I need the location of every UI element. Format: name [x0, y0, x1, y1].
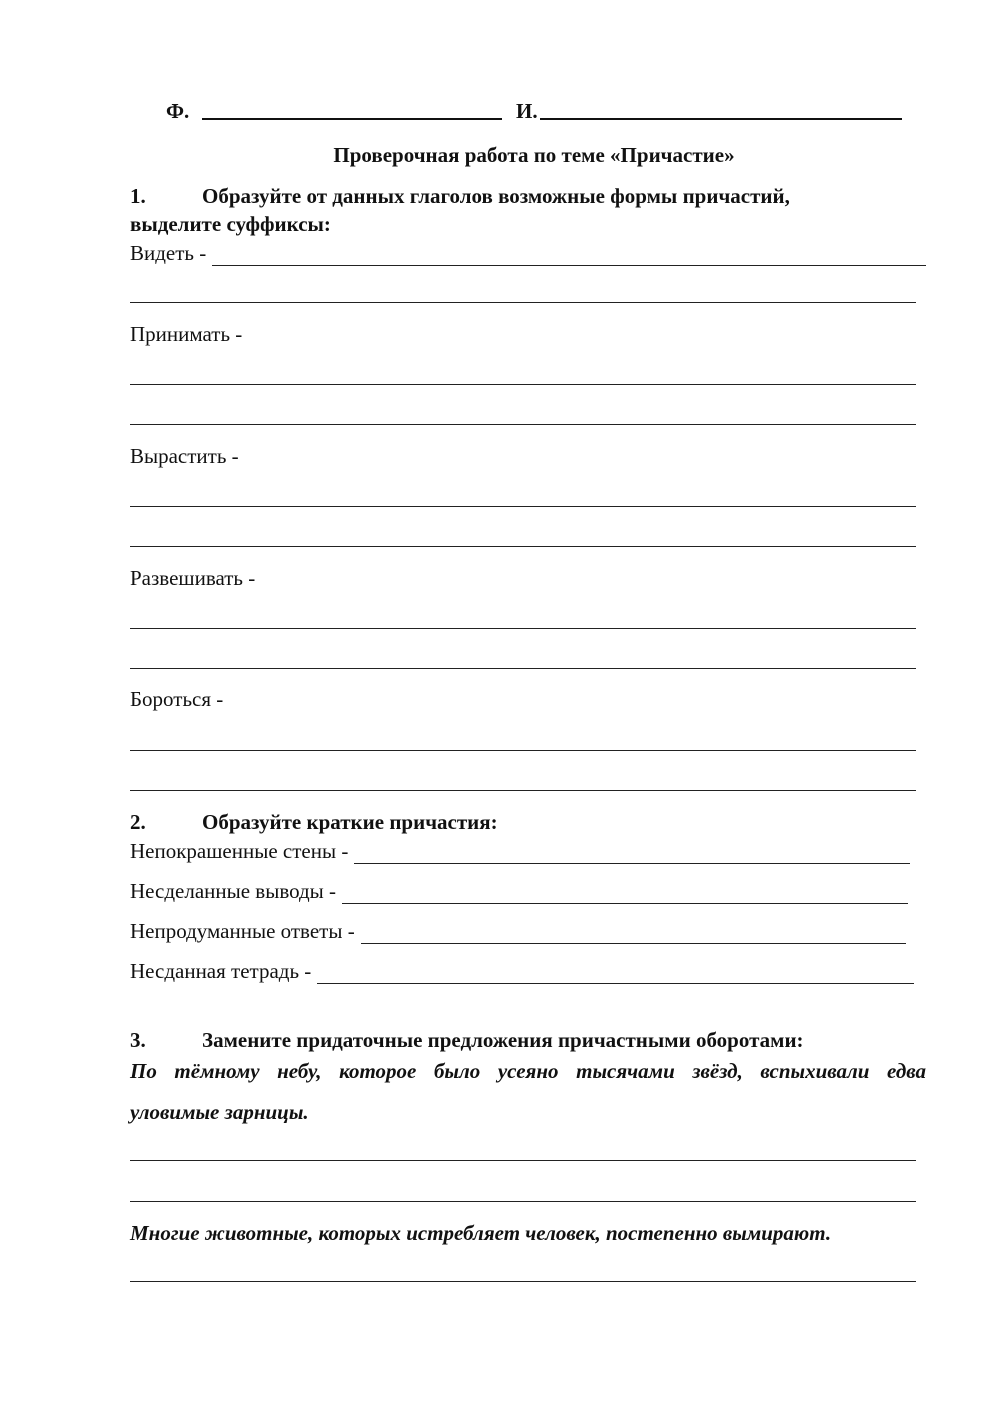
verb-label: Бороться -: [130, 687, 224, 711]
sentence2: Многие животные, которых истребляет человек, постепенно вымирают.: [130, 1221, 832, 1245]
answer-line[interactable]: [130, 1160, 916, 1161]
answer-line[interactable]: [130, 1281, 916, 1282]
phrase-label: Несделанные выводы -: [130, 879, 337, 903]
answer-line[interactable]: [361, 925, 906, 944]
sentence1-line1: По тёмному небу, которое было усеяно тысячами звёзд, вспыхивали едва: [130, 1059, 926, 1083]
task3-heading: Замените придаточные предложения причастными оборотами:: [202, 1028, 804, 1052]
answer-line[interactable]: [130, 628, 916, 629]
surname-field[interactable]: [202, 118, 502, 120]
phrase-label: Непокрашенные стены -: [130, 839, 349, 863]
answer-line[interactable]: [212, 247, 926, 266]
answer-line[interactable]: [130, 302, 916, 303]
task3-number: 3.: [130, 1028, 146, 1052]
verb-row-videt: [130, 240, 926, 266]
task2-number: 2.: [130, 810, 146, 834]
surname-label: Ф.: [166, 99, 190, 123]
task2-heading: Образуйте краткие причастия:: [202, 810, 498, 834]
page-title: Проверочная работа по теме «Причастие»: [333, 143, 735, 167]
answer-line[interactable]: [130, 750, 916, 751]
verb-label: Принимать -: [130, 322, 243, 346]
answer-line[interactable]: [317, 965, 914, 984]
verb-label: Вырастить -: [130, 444, 239, 468]
answer-line[interactable]: [130, 424, 916, 425]
short-participle-row: [130, 838, 910, 864]
sentence1-line2: уловимые зарницы.: [130, 1100, 309, 1124]
answer-line[interactable]: [354, 845, 910, 864]
task1-heading-line1: Образуйте от данных глаголов возможные формы причастий,: [202, 184, 790, 208]
answer-line[interactable]: [130, 506, 916, 507]
short-participle-row: [130, 918, 906, 944]
phrase-label: Несданная тетрадь -: [130, 959, 312, 983]
answer-line[interactable]: [130, 1201, 916, 1202]
short-participle-row: [130, 878, 908, 904]
answer-line[interactable]: [130, 384, 916, 385]
short-participle-row: [130, 958, 914, 984]
answer-line[interactable]: [130, 668, 916, 669]
verb-label: Видеть -: [130, 241, 207, 265]
answer-line[interactable]: [342, 885, 908, 904]
answer-line[interactable]: [130, 790, 916, 791]
name-label: И.: [516, 99, 538, 123]
answer-line[interactable]: [130, 546, 916, 547]
task1-number: 1.: [130, 184, 146, 208]
task1-heading-line2: выделите суффиксы:: [130, 212, 331, 236]
verb-label: Развешивать -: [130, 566, 256, 590]
name-field[interactable]: [540, 118, 902, 120]
phrase-label: Непродуманные ответы -: [130, 919, 355, 943]
